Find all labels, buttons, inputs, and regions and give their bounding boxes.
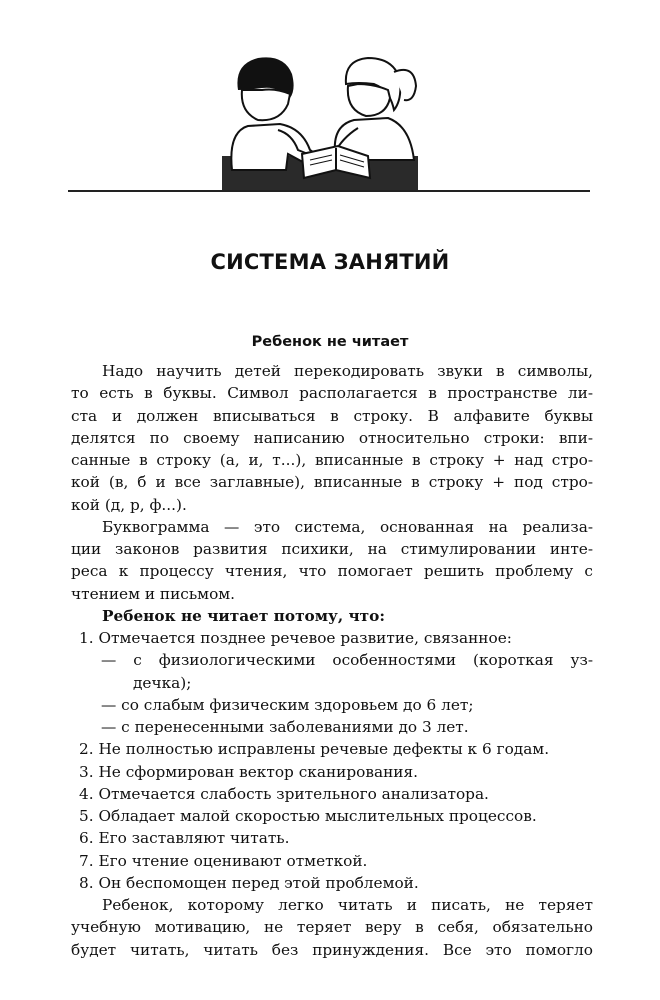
sub-list-item: — с физиологическими особенностями (короткая уз- <box>101 651 593 670</box>
paragraph-line: ста и должен вписываться в строку. В алфавите буквы <box>71 406 593 425</box>
list-heading: Ребенок не читает потому, что: <box>102 606 385 625</box>
paragraph-line: будет читать, читать без принуждения. Все это помогло <box>71 940 593 959</box>
list-item: 7. Его чтение оценивают отметкой. <box>79 851 368 870</box>
body-text <box>71 360 593 961</box>
paragraph-line: кой (д, р, ф...). <box>71 495 187 514</box>
paragraph-line: Надо научить детей перекодировать звуки в символы, <box>102 362 593 380</box>
paragraph-line: ции законов развития психики, на стимулировании инте- <box>71 540 593 558</box>
list-item: 3. Не сформирован вектор сканирования. <box>79 762 418 781</box>
paragraph-line: делятся по своему написанию относительно строки: впи- <box>71 428 593 447</box>
paragraph-line: Ребенок, которому легко читать и писать, не теряет <box>102 896 593 914</box>
paragraph-line: чтением и письмом. <box>71 584 236 603</box>
paragraph-line: санные в строку (а, и, т...), вписанные в строку + над стро- <box>71 451 593 469</box>
list-item: 5. Обладает малой скоростью мыслительных процессов. <box>79 807 537 825</box>
list-item: 4. Отмечается слабость зрительного анализатора. <box>79 784 489 803</box>
sub-list-item: — с перенесенными заболеваниями до 3 лет. <box>101 718 469 736</box>
list-item: 6. Его заставляют читать. <box>79 829 290 848</box>
paragraph-line: кой (в, б и все заглавные), вписанные в строку + под стро- <box>71 473 593 492</box>
children-reading-illustration <box>218 50 418 192</box>
paragraph-line: то есть в буквы. Символ располагается в пространстве ли- <box>71 384 593 403</box>
paragraph-line: Буквограмма — это система, основанная на реализа- <box>102 517 593 536</box>
list-item: 8. Он беспомощен перед этой проблемой. <box>79 873 419 892</box>
paragraph-line: реса к процессу чтения, что помогает решить проблему с <box>71 562 593 581</box>
chapter-title: СИСТЕМА ЗАНЯТИЙ <box>210 250 450 274</box>
list-item: 1. Отмечается позднее речевое развитие, связанное: <box>79 629 512 647</box>
header-rule <box>68 190 590 192</box>
list-item: 2. Не полностью исправлены речевые дефекты к 6 годам. <box>79 740 550 759</box>
sub-list-item: дечка); <box>133 673 192 692</box>
sub-list-item: — со слабым физическим здоровьем до 6 лет; <box>101 695 474 714</box>
section-title: Ребенок не читает <box>251 334 409 350</box>
paragraph-line: учебную мотивацию, не теряет веру в себя, обязательно <box>71 918 593 937</box>
